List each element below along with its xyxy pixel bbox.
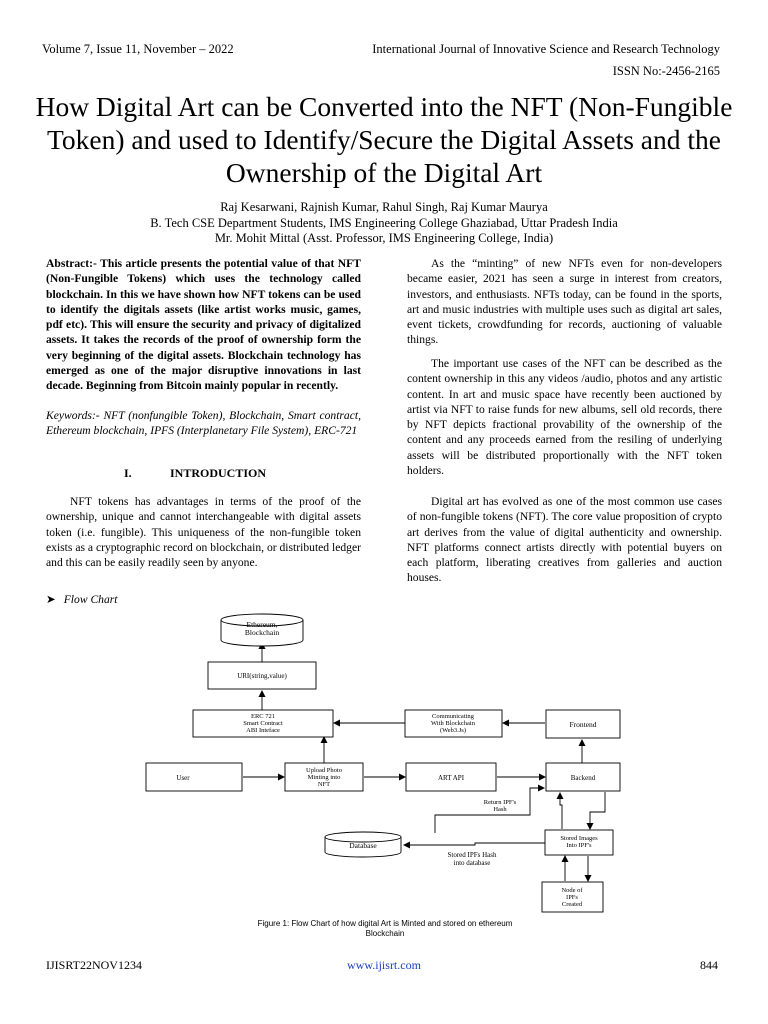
keywords: Keywords:- NFT (nonfungible Token), Blockchain, Smart contract, Ethereum blockchain, IPFS (Interplanetary File System), ERC-721 [46,409,361,438]
node-ethereum [221,614,303,646]
node-communicating-line3: (Web3.Js) [439,727,467,734]
edge-backend-to-stored [590,792,605,829]
figure-caption-line2: Blockchain [365,928,405,938]
node-stored-images-line1: Stored Images [560,835,598,842]
issn: ISSN No:-2456-2165 [612,64,720,78]
edge-label-stored-hash-2: into database [453,859,491,867]
node-user [146,763,242,791]
node-ipfs-line3: Created [561,901,583,908]
edge-database-to-backend [435,788,544,833]
node-erc-line1: ERC 721 [250,713,276,720]
node-uri-label: URI(string,value) [237,672,287,680]
node-communicating-line1: Communicating [432,713,474,720]
bullet-arrow-icon: ➤ [46,593,56,606]
intro-paragraph: NFT tokens has advantages in terms of the proof of the ownership, unique and cannot interchangeable with digital assets token (i.e. fungible). This uniqueness of the non-fungible token exists as a cryptographic record on blockchain, or distributed ledger and this can be easily readily seen by anyone. [46,495,361,570]
paragraph-digital-art: Digital art has evolved as one of the most common use cases of non-fungible tokens (NFT). The core value proposition of crypto art derives from the value of digital authenticity and ownership. NFT platforms connect artists directly with potential buyers on each platform, liberating creatives from galleries and auction houses. [407,495,722,585]
node-database-label: Database [349,841,377,850]
node-ipfs-line2: IPFs [566,894,578,901]
paragraph-use-cases: The important use cases of the NFT can be described as the content ownership in this any videos /audio, photos and any artistic content. In art and music space have recently been auctioned by artist via NFT to raise funds for new albums, sell old records, there by NFT depicts fractional provability of the ownership of the content and any proceeds earned from the resiling of underlying assets will be distributed proportionally with the NFT token holders. [407,357,722,478]
section-number: I. [124,466,132,480]
author-names: Raj Kesarwani, Rajnish Kumar, Rahul Singh, Raj Kumar Maurya [220,200,548,214]
node-upload-line3: NFT [317,781,331,788]
journal-website-link[interactable]: www.ijisrt.com [347,958,421,972]
advisor: Mr. Mohit Mittal (Asst. Professor, IMS Engineering College, India) [214,231,554,245]
node-stored-images [545,830,613,855]
node-erc-line3: ABI Inteface [246,727,280,734]
node-ethereum-line1: Ethereum, [246,620,278,629]
node-user-label: User [176,774,190,782]
edge-label-stored-hash-1: Stored IPFs Hash [447,851,497,859]
figure-caption-line1: Figure 1: Flow Chart of how digital Art is Minted and stored on ethereum [257,919,513,928]
node-communicating-line2: With Blockchain [431,720,475,727]
node-upload-line2: Minting into [307,774,341,781]
node-upload [285,763,363,791]
figure-caption [180,919,590,938]
node-ipfs-line1: Node of [561,887,583,894]
paper-id: IJISRT22NOV1234 [46,958,142,972]
edge-stored-to-backend [560,793,562,829]
edge-stored-to-database [404,843,545,845]
node-frontend [546,710,620,738]
abstract: Abstract:- This article presents the potential value of that NFT (Non-Fungible Tokens) which uses the technology called blockchain. In this we have shown how NFT tokens can be used to identify the digitals assets (like artist works music, games, pdf etc). This will ensure the security and privacy of digitalized assets. It takes the records of the proof of ownership form the very beginning of the digital assets. Blockchain technology has emerged as one of the major disruptive innovations in last decade. Beginning from Bitcoin mainly popular in recently. [46,257,361,393]
node-artapi-label: ART API [437,774,465,782]
node-erc-line2: Smart Contract [243,720,283,727]
edge-label-return-hash-1: Return IPF's [483,799,517,806]
paragraph-minting: As the “minting” of new NFTs even for non-developers became easier, 2021 has seen a surge in interest from creators, investors, and enthusiasts. NFTs today, can be found in the sports, art and music industries with multiple uses such as digital art sales, event tickets, crowdfunding for records, auctioning of valuable things. [407,257,722,347]
journal-name: International Journal of Innovative Science and Research Technology [372,42,720,56]
paper-title: How Digital Art can be Converted into the NFT (Non-Fungible Token) and used to Identify/Secure the Digital Assets and the Ownership of the Digital Art [35,91,733,188]
node-communicating [405,710,502,737]
node-erc [193,710,333,737]
node-stored-images-line2: Into IPF's [566,842,592,849]
flow-chart-title: Flow Chart [63,593,118,606]
node-artapi [406,763,496,791]
author-affiliation: B. Tech CSE Department Students, IMS Engineering College Ghaziabad, Uttar Pradesh India [150,215,618,230]
node-upload-line1: Upload Photo [306,767,342,774]
node-database [325,832,401,857]
section-title: INTRODUCTION [170,466,267,480]
edge-label-return-hash-2: Hash [493,806,507,813]
node-ethereum-line2: Blockchain [244,628,280,637]
journal-volume: Volume 7, Issue 11, November – 2022 [42,42,234,56]
node-ipfs [542,882,603,912]
node-backend [546,763,620,791]
node-frontend-label: Frontend [569,720,597,729]
node-uri [208,662,316,689]
page-number: 844 [700,958,718,972]
node-backend-label: Backend [570,774,596,782]
